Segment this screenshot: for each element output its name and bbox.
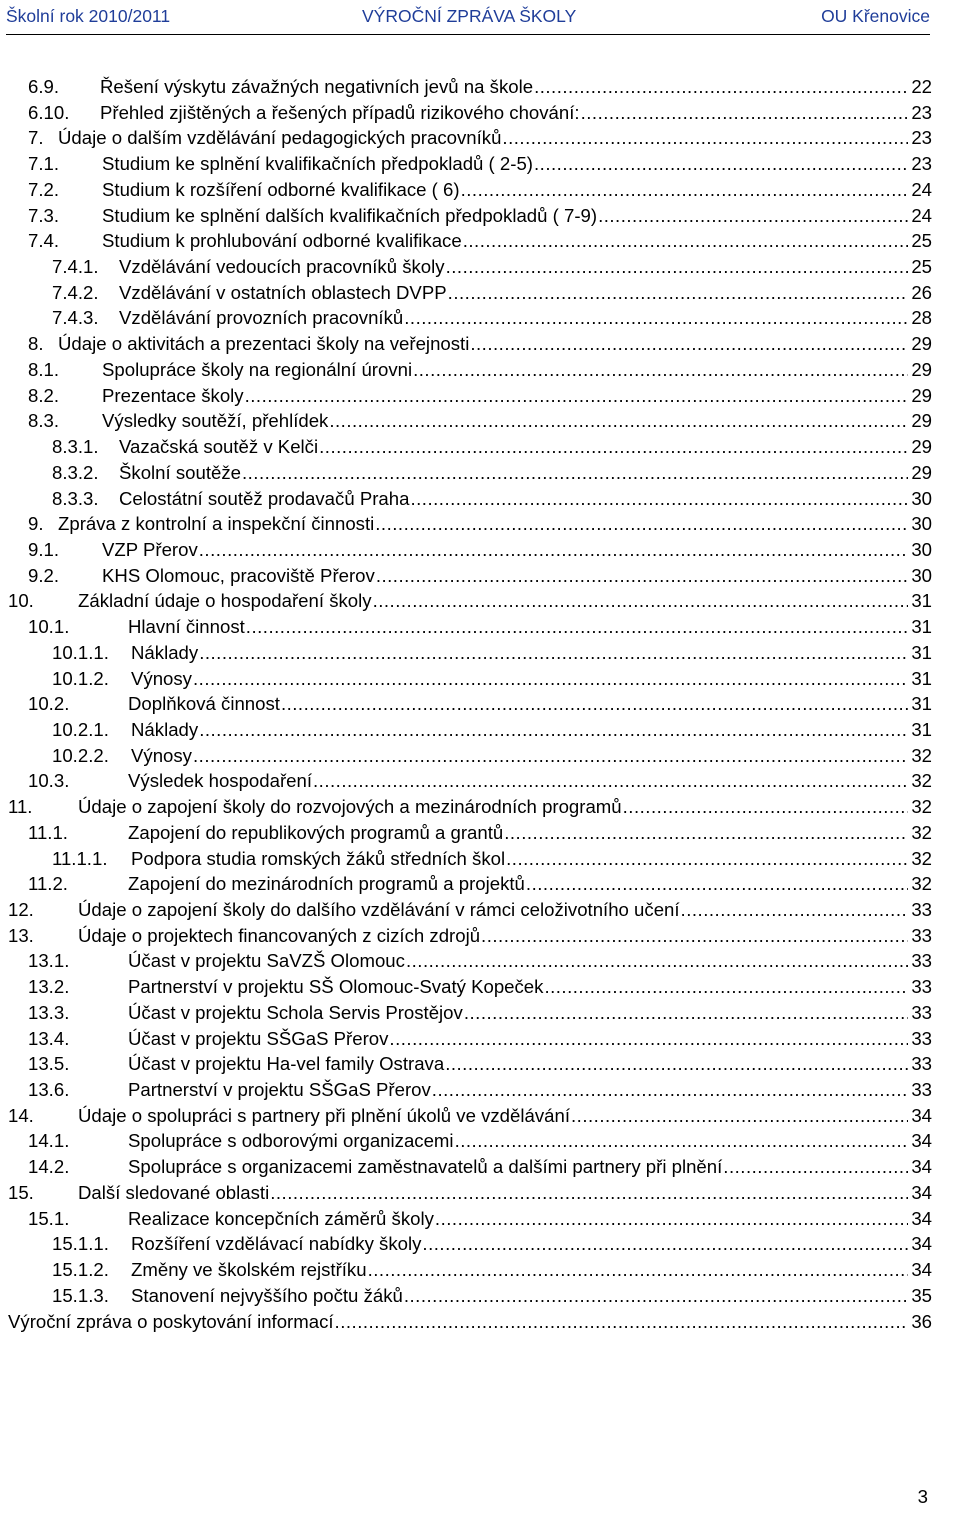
toc-leader-dots: [723, 1154, 908, 1180]
toc-entry-number: 7.: [28, 127, 44, 149]
toc-leader-dots: [193, 666, 908, 692]
table-of-contents: [0, 74, 960, 1334]
toc-entry-title: Údaje o spolupráci s partnery při plnění úkolů ve vzdělávání: [78, 1104, 570, 1126]
toc-entry-title: Realizace koncepčních záměrů školy: [128, 1207, 434, 1229]
toc-entry[interactable]: [0, 460, 960, 486]
toc-entry[interactable]: [0, 1180, 960, 1206]
toc-entry-title: Studium k prohlubování odborné kvalifikace: [102, 230, 462, 252]
toc-leader-dots: [623, 794, 908, 820]
toc-leader-dots: [581, 100, 908, 126]
toc-entry[interactable]: [0, 125, 960, 151]
toc-leader-dots: [446, 254, 908, 280]
toc-entry-number: 15.1.1.: [52, 1233, 109, 1255]
toc-leader-dots: [406, 948, 908, 974]
toc-entry-page: 34: [911, 1181, 932, 1203]
toc-entry-title: VZP Přerov: [102, 538, 198, 560]
toc-entry-page: 31: [911, 693, 932, 715]
toc-leader-dots: [571, 1103, 908, 1129]
toc-entry-page: 33: [911, 924, 932, 946]
toc-leader-dots: [435, 1206, 908, 1232]
toc-entry-page: 36: [911, 1310, 932, 1332]
toc-entry-title: Účast v projektu SŠGaS Přerov: [128, 1027, 389, 1049]
toc-entry-title: Rozšíření vzdělávací nabídky školy: [131, 1233, 422, 1255]
toc-entry-number: 7.3.: [28, 204, 60, 226]
toc-entry-number: 6.9.: [28, 76, 60, 97]
toc-entry-page: 30: [911, 513, 932, 535]
toc-leader-dots: [319, 434, 908, 460]
toc-leader-dots: [544, 974, 908, 1000]
header-school-name: OU Křenovice: [821, 6, 930, 26]
toc-entry-title: Přehled zjištěných a řešených případů rizikového chování:: [100, 101, 580, 123]
toc-entry-page: 25: [911, 230, 932, 252]
toc-leader-dots: [313, 768, 908, 794]
toc-entry-title: Partnerství v projektu SŠGaS Přerov: [128, 1079, 431, 1101]
toc-leader-dots: [199, 537, 908, 563]
toc-leader-dots: [681, 897, 908, 923]
toc-entry[interactable]: [0, 511, 960, 537]
toc-entry-title: Výsledek hospodaření: [128, 770, 312, 792]
toc-entry-page: 33: [911, 1079, 932, 1101]
toc-entry[interactable]: [0, 1077, 960, 1103]
toc-entry-title: Výroční zpráva o poskytování informací: [8, 1310, 334, 1332]
toc-entry-page: 35: [911, 1284, 932, 1306]
toc-entry-number: 10.2.2.: [52, 744, 109, 766]
toc-entry-number: 7.4.: [28, 230, 60, 252]
toc-entry[interactable]: [0, 177, 960, 203]
toc-entry-page: 31: [911, 590, 932, 612]
toc-leader-dots: [335, 1309, 908, 1335]
toc-entry-number: 10.1.1.: [52, 641, 109, 663]
toc-entry-page: 30: [911, 564, 932, 586]
page-number: 3: [917, 1486, 928, 1507]
toc-entry-number: 8.2.: [28, 384, 60, 406]
toc-leader-dots: [506, 846, 908, 872]
toc-entry-page: 34: [911, 1130, 932, 1152]
toc-entry-page: 29: [911, 384, 932, 406]
toc-entry[interactable]: [0, 486, 960, 512]
header-school-year: Školní rok 2010/2011: [6, 6, 171, 26]
toc-entry-number: 7.1.: [28, 153, 60, 175]
toc-leader-dots: [375, 511, 908, 537]
toc-entry-page: 31: [911, 667, 932, 689]
toc-entry-page: 32: [911, 847, 932, 869]
toc-entry[interactable]: [0, 948, 960, 974]
toc-entry-number: 12.: [8, 899, 34, 920]
toc-leader-dots: [410, 486, 908, 512]
toc-entry[interactable]: [0, 871, 960, 897]
toc-leader-dots: [445, 1051, 908, 1077]
toc-entry[interactable]: [0, 331, 960, 357]
toc-leader-dots: [193, 743, 908, 769]
toc-entry-number: 14.: [8, 1104, 34, 1126]
toc-entry[interactable]: [0, 151, 960, 177]
toc-entry-title: Základní údaje o hospodaření školy: [78, 590, 372, 612]
toc-entry-number: 8.: [28, 333, 44, 355]
toc-entry-number: 10.1.2.: [52, 667, 109, 689]
toc-entry-title: Údaje o zapojení školy do rozvojových a mezinárodních programů: [78, 796, 622, 818]
toc-entry-number: 13.3.: [28, 1001, 70, 1023]
toc-entry-title: Vzdělávání vedoucích pracovníků školy: [119, 256, 445, 278]
toc-entry-title: Vazačská soutěž v Kelči: [119, 436, 319, 458]
toc-entry-number: 10.2.: [28, 693, 70, 715]
toc-entry-number: 13.: [8, 924, 34, 946]
page-header: [6, 4, 930, 35]
toc-entry-page: 29: [911, 436, 932, 458]
toc-entry[interactable]: [0, 537, 960, 563]
toc-entry-title: Prezentace školy: [102, 384, 244, 406]
toc-entry-title: Spolupráce s organizacemi zaměstnavatelů a dalšími partnery při plnění: [128, 1156, 723, 1178]
toc-entry-page: 24: [911, 178, 932, 200]
toc-entry[interactable]: [0, 846, 960, 872]
toc-entry-page: 33: [911, 976, 932, 998]
toc-entry-title: Údaje o aktivitách a prezentaci školy na veřejnosti: [58, 333, 470, 355]
toc-entry[interactable]: [0, 280, 960, 306]
toc-leader-dots: [376, 563, 908, 589]
toc-entry[interactable]: [0, 820, 960, 846]
toc-entry-title: Výsledky soutěží, přehlídek: [102, 410, 329, 432]
toc-entry-number: 7.4.3.: [52, 307, 99, 329]
toc-entry-title: Stanovení nejvyššího počtu žáků: [131, 1284, 403, 1306]
toc-entry[interactable]: [0, 74, 960, 100]
toc-entry[interactable]: [0, 717, 960, 743]
toc-entry[interactable]: [0, 1154, 960, 1180]
toc-entry-number: 7.4.2.: [52, 281, 99, 303]
toc-entry-title: Hlavní činnost: [128, 616, 245, 638]
toc-leader-dots: [270, 1180, 908, 1206]
toc-entry-title: Vzdělávání v ostatních oblastech DVPP: [119, 281, 447, 303]
toc-leader-dots: [455, 1128, 908, 1154]
toc-entry-title: Výnosy: [131, 744, 192, 766]
toc-entry-number: 15.1.3.: [52, 1284, 109, 1306]
toc-leader-dots: [464, 1000, 908, 1026]
toc-entry-number: 11.2.: [28, 873, 68, 895]
toc-entry-page: 31: [911, 718, 932, 740]
toc-entry-page: 29: [911, 358, 932, 380]
toc-entry-title: Spolupráce školy na regionální úrovni: [102, 358, 413, 380]
toc-entry-title: Celostátní soutěž prodavačů Praha: [119, 487, 410, 509]
toc-entry[interactable]: [0, 1309, 960, 1335]
toc-entry-number: 11.1.: [28, 821, 68, 843]
toc-entry-page: 32: [911, 873, 932, 895]
toc-entry-number: 15.1.: [28, 1207, 70, 1229]
toc-leader-dots: [526, 871, 908, 897]
toc-entry-number: 14.1.: [28, 1130, 70, 1152]
toc-leader-dots: [463, 228, 908, 254]
toc-leader-dots: [368, 1257, 908, 1283]
toc-entry[interactable]: [0, 228, 960, 254]
toc-leader-dots: [199, 717, 908, 743]
toc-entry-page: 22: [911, 76, 932, 97]
toc-entry-title: Účast v projektu SaVZŠ Olomouc: [128, 950, 405, 972]
toc-entry-number: 10.1.: [28, 616, 70, 638]
toc-leader-dots: [413, 357, 908, 383]
toc-entry-page: 33: [911, 1027, 932, 1049]
toc-entry-number: 11.: [8, 796, 33, 818]
toc-entry[interactable]: [0, 666, 960, 692]
toc-entry-page: 29: [911, 333, 932, 355]
toc-entry-page: 23: [911, 153, 932, 175]
toc-entry-title: KHS Olomouc, pracoviště Přerov: [102, 564, 375, 586]
toc-leader-dots: [281, 691, 908, 717]
toc-entry-number: 13.6.: [28, 1079, 70, 1101]
toc-entry-title: Studium ke splnění dalších kvalifikačních předpokladů ( 7-9): [102, 204, 598, 226]
toc-entry-page: 30: [911, 487, 932, 509]
toc-entry-number: 7.2.: [28, 178, 60, 200]
toc-entry[interactable]: [0, 254, 960, 280]
toc-entry[interactable]: [0, 794, 960, 820]
toc-entry-number: 10.: [8, 590, 34, 612]
toc-entry-number: 6.10.: [28, 101, 70, 123]
toc-entry[interactable]: [0, 691, 960, 717]
toc-leader-dots: [199, 640, 908, 666]
toc-entry-title: Účast v projektu Schola Servis Prostějov: [128, 1001, 463, 1023]
toc-entry-page: 32: [911, 821, 932, 843]
toc-entry-number: 10.2.1.: [52, 718, 109, 740]
toc-entry-page: 31: [911, 616, 932, 638]
toc-entry[interactable]: [0, 1026, 960, 1052]
toc-entry-number: 8.1.: [28, 358, 60, 380]
toc-entry-page: 33: [911, 950, 932, 972]
toc-entry-number: 10.3.: [28, 770, 70, 792]
toc-leader-dots: [432, 1077, 908, 1103]
toc-entry-title: Studium ke splnění kvalifikačních předpokladů ( 2-5): [102, 153, 533, 175]
toc-leader-dots: [242, 460, 908, 486]
toc-entry-page: 26: [911, 281, 932, 303]
toc-entry[interactable]: [0, 305, 960, 331]
toc-leader-dots: [598, 203, 908, 229]
toc-leader-dots: [470, 331, 908, 357]
toc-entry-page: 25: [911, 256, 932, 278]
toc-entry-page: 28: [911, 307, 932, 329]
toc-entry-title: Změny ve školském rejstříku: [131, 1259, 367, 1281]
toc-entry-title: Údaje o dalším vzdělávání pedagogických pracovníků: [58, 127, 502, 149]
toc-entry-page: 31: [911, 641, 932, 663]
toc-entry-page: 32: [911, 796, 932, 818]
toc-entry-number: 13.5.: [28, 1053, 70, 1075]
toc-entry-title: Doplňková činnost: [128, 693, 280, 715]
toc-entry-title: Výnosy: [131, 667, 192, 689]
toc-entry-number: 7.4.1.: [52, 256, 99, 278]
toc-entry-title: Zapojení do republikových programů a grantů: [128, 821, 504, 843]
toc-entry[interactable]: [0, 100, 960, 126]
toc-entry-title: Řešení výskytu závažných negativních jevů na škole: [100, 76, 534, 97]
toc-entry-page: 32: [911, 744, 932, 766]
toc-entry[interactable]: [0, 1206, 960, 1232]
toc-entry[interactable]: [0, 640, 960, 666]
toc-entry-page: 33: [911, 899, 932, 920]
toc-entry[interactable]: [0, 1128, 960, 1154]
toc-entry-number: 15.1.2.: [52, 1259, 109, 1281]
toc-entry[interactable]: [0, 408, 960, 434]
toc-entry-title: Zapojení do mezinárodních programů a projektů: [128, 873, 525, 895]
toc-entry[interactable]: [0, 383, 960, 409]
toc-entry-title: Školní soutěže: [119, 461, 241, 483]
toc-entry[interactable]: [0, 1257, 960, 1283]
toc-leader-dots: [534, 74, 908, 100]
toc-entry-number: 11.1.1.: [52, 847, 108, 869]
toc-entry[interactable]: [0, 743, 960, 769]
toc-entry-page: 23: [911, 101, 932, 123]
toc-entry-number: 13.2.: [28, 976, 70, 998]
toc-entry[interactable]: [0, 974, 960, 1000]
toc-leader-dots: [534, 151, 908, 177]
toc-entry-page: 29: [911, 410, 932, 432]
toc-entry[interactable]: [0, 588, 960, 614]
toc-entry-page: 32: [911, 770, 932, 792]
toc-entry-number: 8.3.: [28, 410, 60, 432]
toc-entry[interactable]: [0, 614, 960, 640]
toc-entry[interactable]: [0, 1103, 960, 1129]
toc-entry-page: 30: [911, 538, 932, 560]
toc-entry[interactable]: [0, 203, 960, 229]
toc-entry-page: 34: [911, 1207, 932, 1229]
toc-entry-number: 9.1.: [28, 538, 60, 560]
header-report-title: VÝROČNÍ ZPRÁVA ŠKOLY: [362, 6, 577, 26]
toc-leader-dots: [481, 923, 908, 949]
toc-entry-title: Podpora studia romských žáků středních škol: [131, 847, 506, 869]
toc-entry-number: 8.3.3.: [52, 487, 99, 509]
toc-entry-number: 13.1.: [28, 950, 70, 972]
toc-entry-number: 8.3.2.: [52, 461, 99, 483]
toc-entry-title: Spolupráce s odborovými organizacemi: [128, 1130, 454, 1152]
toc-entry-title: Zpráva z kontrolní a inspekční činnosti: [58, 513, 375, 535]
toc-entry[interactable]: [0, 1283, 960, 1309]
toc-leader-dots: [246, 614, 908, 640]
toc-entry-title: Údaje o zapojení školy do dalšího vzdělávání v rámci celoživotního učení: [78, 899, 680, 920]
toc-entry-title: Údaje o projektech financovaných z cizích zdrojů: [78, 924, 481, 946]
toc-entry-page: 34: [911, 1156, 932, 1178]
toc-entry-title: Náklady: [131, 718, 199, 740]
toc-entry-title: Studium k rozšíření odborné kvalifikace ( 6): [102, 178, 460, 200]
toc-entry-number: 9.: [28, 513, 44, 535]
toc-entry[interactable]: [0, 1231, 960, 1257]
toc-leader-dots: [404, 1283, 908, 1309]
toc-entry-page: 33: [911, 1001, 932, 1023]
toc-entry[interactable]: [0, 768, 960, 794]
toc-leader-dots: [329, 408, 908, 434]
toc-leader-dots: [504, 820, 908, 846]
toc-entry[interactable]: [0, 563, 960, 589]
toc-entry-title: Vzdělávání provozních pracovníků: [119, 307, 404, 329]
toc-leader-dots: [461, 177, 908, 203]
toc-leader-dots: [448, 280, 908, 306]
toc-entry-page: 33: [911, 1053, 932, 1075]
toc-entry-number: 9.2.: [28, 564, 60, 586]
toc-entry-title: Další sledované oblasti: [78, 1181, 270, 1203]
toc-entry-title: Účast v projektu Ha-vel family Ostrava: [128, 1053, 445, 1075]
toc-entry-page: 34: [911, 1233, 932, 1255]
toc-entry-page: 23: [911, 127, 932, 149]
toc-leader-dots: [373, 588, 908, 614]
toc-entry[interactable]: [0, 923, 960, 949]
toc-entry-number: 8.3.1.: [52, 436, 99, 458]
toc-entry-title: Partnerství v projektu SŠ Olomouc-Svatý Kopeček: [128, 976, 544, 998]
toc-entry[interactable]: [0, 1051, 960, 1077]
toc-entry-title: Náklady: [131, 641, 199, 663]
toc-entry-number: 14.2.: [28, 1156, 70, 1178]
toc-entry[interactable]: [0, 1000, 960, 1026]
toc-leader-dots: [389, 1026, 908, 1052]
toc-leader-dots: [502, 125, 908, 151]
toc-entry-page: 29: [911, 461, 932, 483]
toc-leader-dots: [422, 1231, 908, 1257]
toc-entry[interactable]: [0, 357, 960, 383]
toc-entry-number: 13.4.: [28, 1027, 70, 1049]
toc-entry-number: 15.: [8, 1181, 34, 1203]
toc-entry-page: 24: [911, 204, 932, 226]
toc-entry-page: 34: [911, 1259, 932, 1281]
toc-leader-dots: [404, 305, 908, 331]
toc-leader-dots: [245, 383, 908, 409]
toc-entry[interactable]: [0, 434, 960, 460]
toc-entry[interactable]: [0, 897, 960, 923]
toc-entry-page: 34: [911, 1104, 932, 1126]
